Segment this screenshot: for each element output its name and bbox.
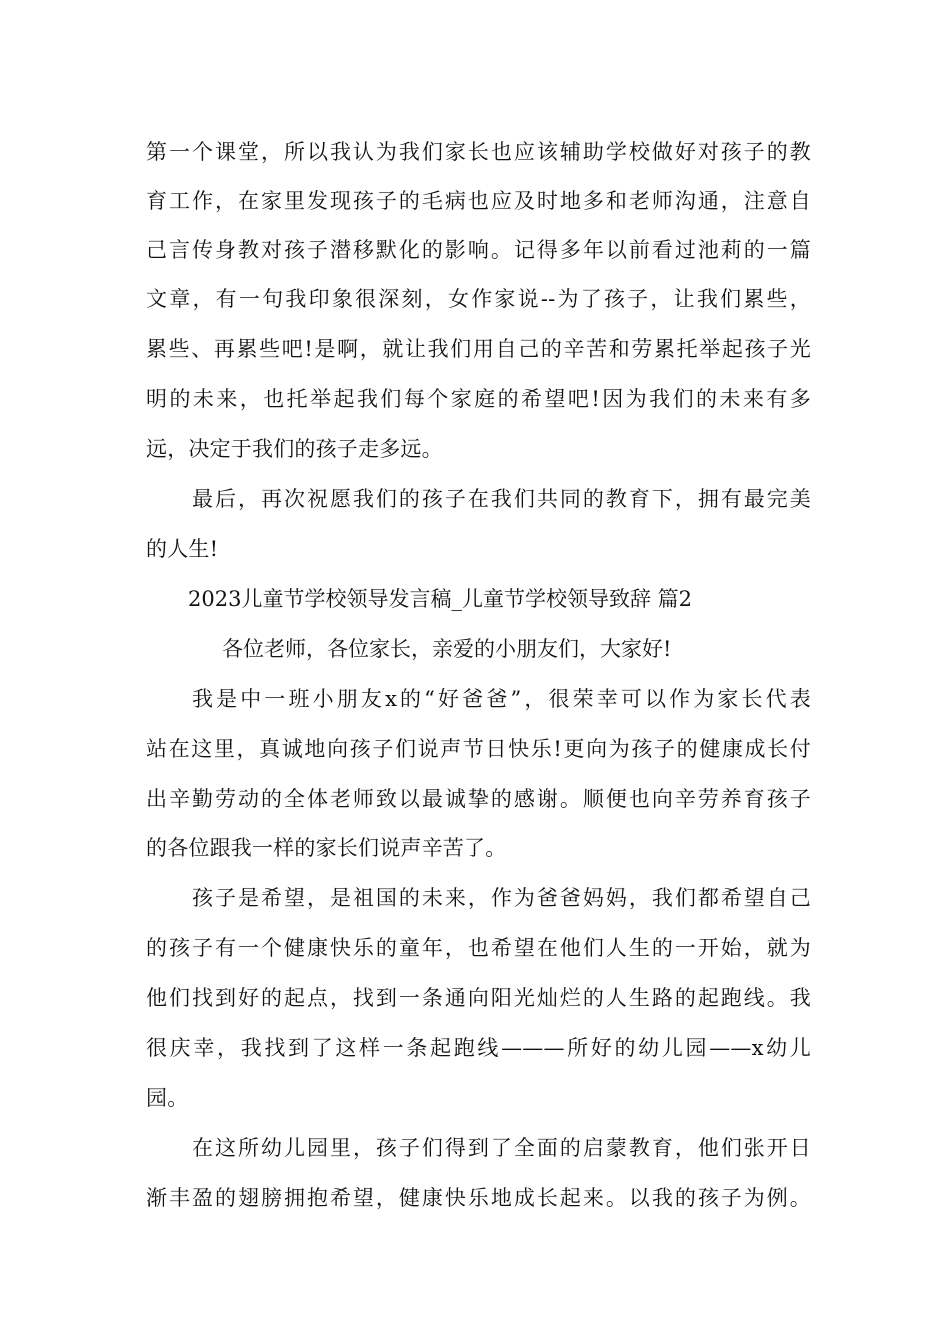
section-heading: 2023儿童节学校领导发言稿_儿童节学校领导致辞 篇2 <box>188 587 692 611</box>
paragraph-line: 我是中一班小朋友x的“好爸爸”，很荣幸可以作为家长代表 <box>192 687 811 711</box>
paragraph-line: 的各位跟我一样的家长们说声辛苦了。 <box>146 836 507 860</box>
paragraph-line: 很庆幸，我找到了这样一条起跑线———所好的幼儿园——x幼儿 <box>146 1036 811 1060</box>
paragraph-line: 远，决定于我们的孩子走多远。 <box>146 437 443 461</box>
paragraph-line: 最后，再次祝愿我们的孩子在我们共同的教育下，拥有最完美 <box>192 487 811 511</box>
paragraph-line: 己言传身教对孩子潜移默化的影响。记得多年以前看过池莉的一篇 <box>146 238 811 262</box>
paragraph-line: 渐丰盈的翅膀拥抱希望，健康快乐地成长起来。以我的孩子为例。 <box>146 1186 811 1210</box>
paragraph-line: 园。 <box>146 1086 189 1110</box>
paragraph-line: 累些、再累些吧!是啊，就让我们用自己的辛苦和劳累托举起孩子光 <box>146 337 811 361</box>
paragraph-line: 出辛勤劳动的全体老师致以最诚挚的感谢。顺便也向辛劳养育孩子 <box>146 787 811 811</box>
paragraph-line: 的人生! <box>146 537 219 561</box>
paragraph-line: 育工作，在家里发现孩子的毛病也应及时地多和老师沟通，注意自 <box>146 189 811 213</box>
paragraph-line: 他们找到好的起点，找到一条通向阳光灿烂的人生路的起跑线。我 <box>146 986 811 1010</box>
paragraph-line: 站在这里，真诚地向孩子们说声节日快乐!更向为孩子的健康成长付 <box>146 737 811 761</box>
paragraph-line: 的孩子有一个健康快乐的童年，也希望在他们人生的一开始，就为 <box>146 936 811 960</box>
paragraph-line: 文章，有一句我印象很深刻，女作家说--为了孩子，让我们累些， <box>146 287 811 311</box>
paragraph-line: 第一个课堂，所以我认为我们家长也应该辅助学校做好对孩子的教 <box>146 140 811 164</box>
greeting-line: 各位老师，各位家长，亲爱的小朋友们，大家好! <box>222 637 672 661</box>
paragraph-line: 在这所幼儿园里，孩子们得到了全面的启蒙教育，他们张开日 <box>192 1136 811 1160</box>
paragraph-line: 明的未来，也托举起我们每个家庭的希望吧!因为我们的未来有多 <box>146 387 811 411</box>
paragraph-line: 孩子是希望，是祖国的未来，作为爸爸妈妈，我们都希望自己 <box>192 886 811 910</box>
